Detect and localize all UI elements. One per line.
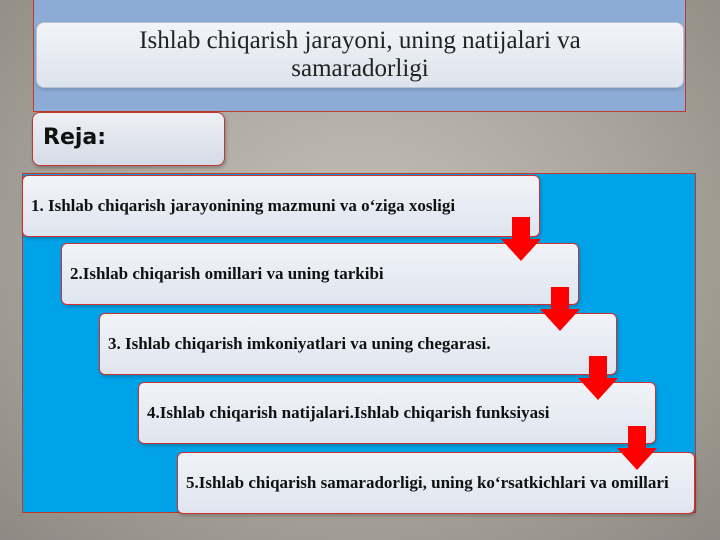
step-4-text: 4.Ishlab chiqarish natijalari.Ishlab chiqarish funksiyasi: [147, 403, 550, 422]
step-5-text: 5.Ishlab chiqarish samaradorligi, uning ko‘rsatkichlari va omillari: [186, 473, 669, 492]
step-1: [22, 175, 540, 237]
step-3-text: 3. Ishlab chiqarish imkoniyatlari va uning chegarasi.: [108, 334, 491, 353]
step-1-text: 1. Ishlab chiqarish jarayonining mazmuni va o‘ziga xosligi: [31, 196, 456, 215]
down-arrow-icon: [540, 287, 580, 331]
down-arrow-icon: [501, 217, 541, 261]
slide-title: [36, 22, 684, 88]
down-arrow-icon: [617, 426, 657, 470]
slide-title-text: Ishlab chiqarish jarayoni, uning natijalari va samaradorligi: [139, 27, 581, 82]
down-arrow-icon: [578, 356, 618, 400]
plan-label-box: [32, 112, 225, 166]
plan-label: Reja:: [43, 125, 107, 150]
step-2-text: 2.Ishlab chiqarish omillari va uning tarkibi: [70, 264, 384, 283]
